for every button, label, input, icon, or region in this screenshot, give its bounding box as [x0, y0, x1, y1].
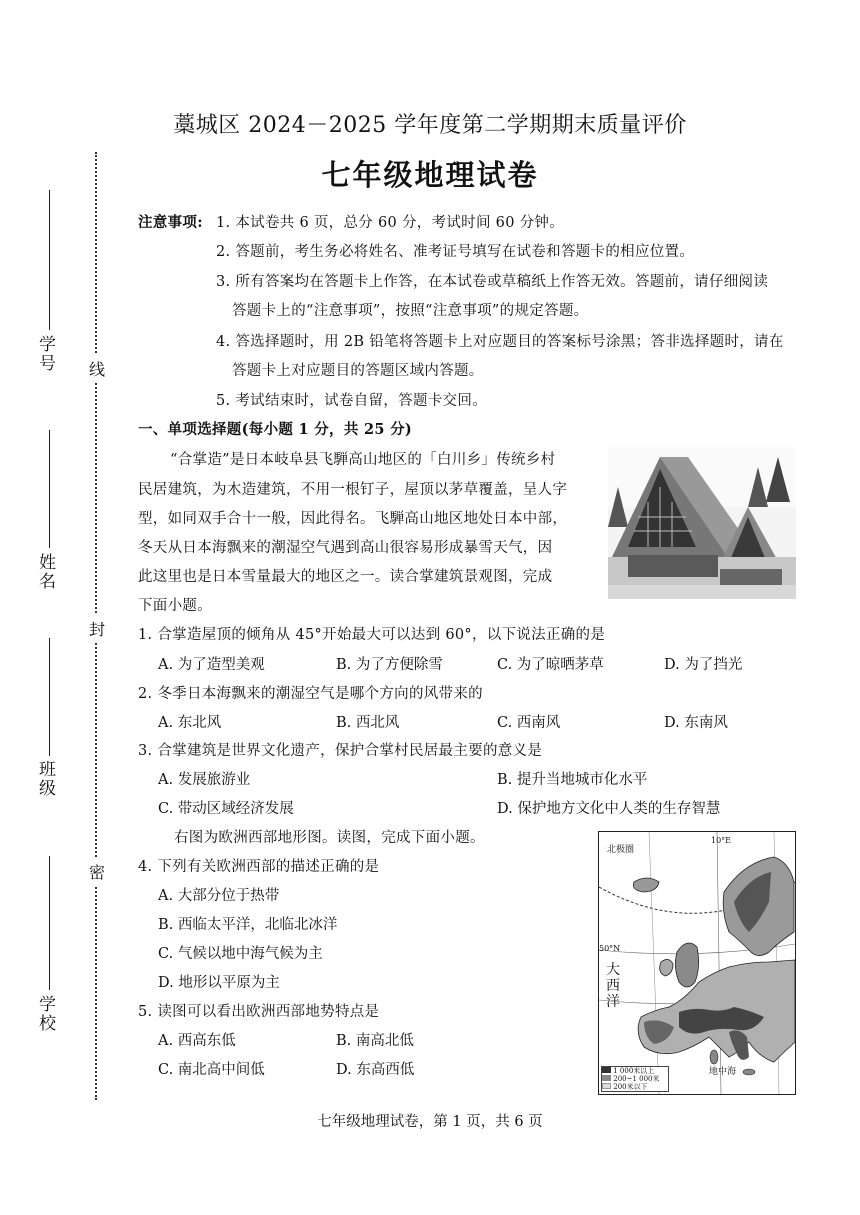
seal-char-line: 线: [89, 355, 105, 382]
class-label: 班级: [35, 760, 55, 798]
question-4-stem: 4. 下列有关欧洲西部的描述正确的是: [138, 859, 380, 875]
q2-option-d[interactable]: D. 东南风: [664, 715, 728, 731]
passage1-line-2: 民居建筑，为木造建筑，不用一根钉子，屋顶以茅草覆盖，呈人字: [138, 482, 568, 498]
passage1-line-3: 型，如同双手合十一般，因此得名。飞騨高山地区地处日本中部，: [138, 511, 568, 527]
legend-high-label: 1 000米以上: [613, 1067, 655, 1075]
q3-option-b[interactable]: B. 提升当地城市化水平: [497, 772, 648, 788]
q5-option-b[interactable]: B. 南高北低: [336, 1033, 414, 1049]
question-2-stem: 2. 冬季日本海飘来的潮湿空气是哪个方向的风带来的: [138, 686, 483, 702]
q5-option-c[interactable]: C. 南北高中间低: [158, 1062, 265, 1078]
legend-mid-label: 200~1 000米: [613, 1075, 660, 1083]
page-footer: 七年级地理试卷，第 1 页，共 6 页: [317, 1114, 543, 1130]
passage1-line-6: 下面小题。: [138, 598, 212, 614]
school-field[interactable]: [49, 856, 50, 990]
note-item-5: 5. 考试结束时，试卷自留，答题卡交回。: [216, 393, 487, 409]
question-3-stem: 3. 合掌建筑是世界文化遗产，保护合掌村民居最主要的意义是: [138, 743, 543, 759]
q2-option-a[interactable]: A. 东北风: [158, 715, 222, 731]
q3-option-c[interactable]: C. 带动区域经济发展: [158, 801, 294, 817]
section-heading: [138, 420, 412, 440]
section-heading-note: (每小题 1 分，共 25 分): [241, 421, 413, 438]
legend-row-low: [602, 1083, 668, 1091]
q1-option-a[interactable]: A. 为了造型美观: [158, 657, 265, 673]
map-label-lat: 50°N: [599, 944, 621, 953]
west-europe-map: [598, 831, 796, 1095]
exam-title: 七年级地理试卷: [321, 158, 539, 192]
class-field[interactable]: [49, 638, 50, 756]
q3-option-d[interactable]: D. 保护地方文化中人类的生存智慧: [497, 801, 721, 817]
notes-label: 注意事项:: [138, 214, 203, 231]
map-label-ocean: 大西洋: [606, 962, 620, 1010]
note-item-4-cont: 答题卡上对应题目的答题区域内答题。: [232, 363, 484, 379]
passage1-line-5: 此这里也是日本雪量最大的地区之一。读合掌建筑景观图，完成: [138, 569, 553, 585]
map-drawing: [599, 832, 795, 1094]
q2-option-b[interactable]: B. 西北风: [336, 715, 400, 731]
exam-subtitle: 藁城区 2024－2025 学年度第二学期期末质量评价: [173, 113, 687, 138]
question-5-stem: 5. 读图可以看出欧洲西部地势特点是: [138, 1004, 380, 1020]
map-label-sea: 地中海: [709, 1067, 737, 1077]
legend-row-mid: [602, 1075, 668, 1083]
note-item-4: 4. 答选择题时，用 2B 铅笔将答题卡上对应题目的答案标号涂黑；答非选择题时，请在: [216, 334, 784, 350]
name-field[interactable]: [49, 430, 50, 548]
q5-option-a[interactable]: A. 西高东低: [158, 1033, 236, 1049]
seal-char-seal: 封: [89, 615, 105, 642]
note-item-1: 1. 本试卷共 6 页，总分 60 分，考试时间 60 分钟。: [216, 215, 565, 231]
q4-option-c[interactable]: C. 气候以地中海气候为主: [158, 946, 323, 962]
q1-option-d[interactable]: D. 为了挡光: [664, 657, 743, 673]
note-item-3-cont: 答题卡上的“注意事项”，按照“注意事项”的规定答题。: [232, 303, 589, 319]
seal-char-secret: 密: [89, 858, 105, 885]
gassho-house-photo: [608, 447, 796, 599]
student-id-label: 学号: [35, 335, 55, 373]
school-label: 学校: [35, 995, 55, 1033]
note-item-2: 2. 答题前，考生务必将姓名、准考证号填写在试卷和答题卡的相应位置。: [216, 244, 695, 260]
question-1-stem: 1. 合掌造屋顶的倾角从 45°开始最大可以达到 60°，以下说法正确的是: [138, 627, 606, 643]
legend-row-high: [602, 1067, 668, 1075]
q4-option-d[interactable]: D. 地形以平原为主: [158, 975, 280, 991]
q5-option-d[interactable]: D. 东高西低: [336, 1062, 415, 1078]
map-legend: [601, 1066, 669, 1092]
q1-option-c[interactable]: C. 为了晾晒茅草: [497, 657, 604, 673]
q2-option-c[interactable]: C. 西南风: [497, 715, 561, 731]
section-heading-title: 一、单项选择题: [138, 421, 242, 438]
q4-option-b[interactable]: B. 西临太平洋，北临北冰洋: [158, 917, 338, 933]
q4-option-a[interactable]: A. 大部分位于热带: [158, 888, 280, 904]
q3-option-a[interactable]: A. 发展旅游业: [158, 772, 251, 788]
passage1-line-1: “合掌造”是日本岐阜县飞騨高山地区的「白川乡」传统乡村: [170, 452, 556, 468]
name-label: 姓名: [35, 553, 55, 591]
passage2: 右图为欧洲西部地形图。读图，完成下面小题。: [174, 830, 485, 846]
map-label-arctic: 北极圈: [607, 845, 635, 855]
note-item-3: 3. 所有答案均在答题卡上作答，在本试卷或草稿纸上作答无效。答题前，请仔细阅读: [216, 274, 769, 290]
q1-option-b[interactable]: B. 为了方便除雪: [336, 657, 443, 673]
legend-low-label: 200米以下: [613, 1083, 648, 1091]
student-id-field[interactable]: [49, 190, 50, 330]
passage1-line-4: 冬天从日本海飘来的潮湿空气遇到高山很容易形成暴雪天气，因: [138, 540, 553, 556]
map-label-lon: 10°E: [711, 836, 732, 845]
